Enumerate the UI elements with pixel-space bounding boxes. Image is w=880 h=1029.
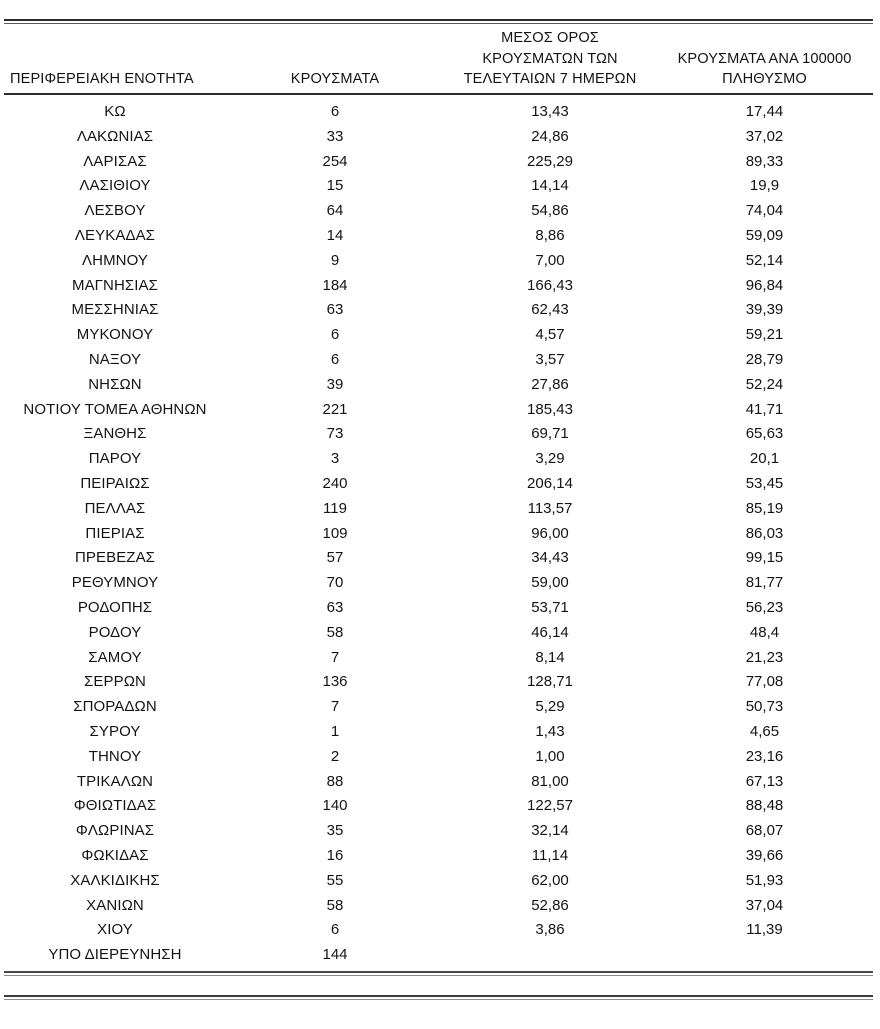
cell-cases-per-100000: 65,63 [745, 425, 784, 443]
cell-seven-day-average: 4,57 [535, 326, 565, 344]
table-row [4, 546, 873, 571]
cell-seven-day-average: 128,71 [527, 673, 573, 691]
cases-by-regional-unit-table [4, 28, 873, 967]
column-header-cases-per-100000 [656, 28, 873, 94]
table-row [4, 793, 873, 818]
table-row [4, 917, 873, 942]
bottom-border-rule-lower-shadow [4, 999, 873, 1000]
cell-cases: 240 [322, 475, 348, 492]
cell-region: ΛΕΣΒΟΥ [84, 202, 146, 220]
table-row [4, 769, 873, 794]
cell-seven-day-average: 206,14 [527, 475, 573, 492]
cell-region: ΣΕΡΡΩΝ [84, 673, 146, 691]
cell-cases: 2 [330, 747, 340, 765]
cell-seven-day-average: 59,00 [531, 574, 569, 592]
cell-cases-per-100000: 99,15 [745, 549, 784, 567]
cell-region: ΛΑΣΙΘΙΟΥ [79, 177, 151, 195]
bottom-border-rule-upper-shadow [4, 975, 873, 976]
cell-region: ΧΙΟΥ [97, 921, 133, 939]
table-row [4, 94, 873, 124]
cell-cases: 184 [322, 276, 348, 294]
cell-cases: 6 [330, 351, 340, 369]
cell-cases-per-100000: 86,03 [745, 524, 784, 542]
cell-region: ΧΑΛΚΙΔΙΚΗΣ [70, 871, 160, 889]
table-row [4, 372, 873, 397]
cell-cases: 1 [330, 722, 340, 740]
table-row [4, 174, 873, 199]
table-row [4, 422, 873, 447]
cell-region: ΣΠΟΡΑΔΩΝ [73, 698, 157, 716]
cell-cases: 64 [326, 202, 344, 220]
cell-seven-day-average [444, 942, 656, 967]
cell-seven-day-average: 3,29 [535, 450, 565, 468]
cell-cases-per-100000: 28,79 [745, 351, 784, 369]
cell-seven-day-average: 54,86 [531, 202, 569, 220]
cell-cases-per-100000: 96,84 [745, 276, 784, 294]
cell-cases-per-100000: 89,33 [745, 152, 784, 170]
cell-cases-per-100000: 52,14 [745, 251, 784, 269]
column-header-cases-per-100000-line2: ΠΛΗΘΥΣΜΟ [722, 71, 807, 88]
cell-region: ΞΑΝΘΗΣ [83, 425, 147, 443]
cell-region: ΚΩ [104, 103, 126, 121]
cell-seven-day-average: 34,43 [531, 549, 569, 567]
cell-cases-per-100000: 17,44 [745, 103, 784, 121]
cell-seven-day-average: 53,71 [531, 598, 569, 616]
cell-seven-day-average: 69,71 [531, 425, 569, 443]
table-header [4, 28, 873, 94]
cell-seven-day-average: 8,14 [535, 648, 565, 666]
table-row [4, 521, 873, 546]
column-header-cases-per-100000-line1: ΚΡΟΥΣΜΑΤΑ ΑΝΑ 100000 [677, 50, 852, 67]
cell-seven-day-average: 1,43 [535, 722, 565, 740]
cell-cases-per-100000: 50,73 [745, 698, 784, 716]
cell-cases: 39 [326, 375, 344, 393]
cell-region: ΡΟΔΟΠΗΣ [77, 598, 153, 616]
cell-seven-day-average: 11,14 [531, 846, 569, 864]
cell-cases: 15 [326, 177, 344, 195]
cell-cases-per-100000: 59,09 [745, 227, 784, 245]
cell-cases-per-100000: 37,02 [745, 127, 784, 145]
cell-seven-day-average: 225,29 [527, 152, 573, 170]
cell-cases-per-100000: 85,19 [745, 499, 784, 517]
table-row [4, 942, 873, 967]
cell-region: ΤΗΝΟΥ [88, 747, 142, 765]
cell-cases-per-100000: 20,1 [749, 450, 780, 468]
cell-seven-day-average: 5,29 [535, 698, 565, 716]
cell-region: ΛΑΡΙΣΑΣ [83, 152, 147, 170]
table-row [4, 496, 873, 521]
cell-cases: 73 [326, 425, 344, 443]
cell-region: ΣΥΡΟΥ [89, 722, 141, 740]
table-row [4, 347, 873, 372]
cell-region: ΣΑΜΟΥ [88, 648, 142, 666]
cell-region: ΠΕΙΡΑΙΩΣ [80, 475, 150, 492]
cell-region: ΠΙΕΡΙΑΣ [85, 524, 145, 542]
cell-seven-day-average: 3,86 [535, 921, 565, 939]
cell-cases: 58 [326, 623, 344, 641]
cell-region: ΥΠΟ ΔΙΕΡΕΥΝΗΣΗ [48, 946, 182, 964]
table-row [4, 694, 873, 719]
table-row [4, 124, 873, 149]
cell-cases: 9 [330, 251, 340, 269]
cell-region: ΦΘΙΩΤΙΔΑΣ [73, 797, 157, 815]
cell-seven-day-average: 1,00 [535, 747, 565, 765]
cell-seven-day-average: 32,14 [531, 822, 569, 840]
cell-seven-day-average: 52,86 [531, 896, 569, 914]
cell-region: ΡΟΔΟΥ [88, 623, 142, 641]
cell-seven-day-average: 7,00 [535, 251, 565, 269]
cell-seven-day-average: 3,57 [535, 351, 565, 369]
cell-cases: 55 [326, 871, 344, 889]
cell-region: ΜΑΓΝΗΣΙΑΣ [71, 276, 159, 294]
table-row [4, 223, 873, 248]
cell-cases: 144 [322, 946, 348, 964]
column-header-region: ΠΕΡΙΦΕΡΕΙΑΚΗ ΕΝΟΤΗΤΑ [4, 28, 226, 94]
cell-cases: 221 [322, 400, 348, 418]
cell-cases: 6 [330, 326, 340, 344]
cell-seven-day-average: 122,57 [527, 797, 573, 815]
cell-seven-day-average: 113,57 [527, 499, 573, 517]
cell-cases: 58 [326, 896, 344, 914]
top-border-rule-inner [4, 23, 873, 24]
table-row [4, 645, 873, 670]
cell-cases: 63 [326, 598, 344, 616]
table-row [4, 198, 873, 223]
cell-seven-day-average: 96,00 [531, 524, 569, 542]
cell-region: ΛΕΥΚΑΔΑΣ [74, 227, 156, 245]
table-row [4, 298, 873, 323]
cell-cases: 3 [330, 450, 340, 468]
table-row [4, 719, 873, 744]
cell-cases-per-100000: 88,48 [745, 797, 784, 815]
cell-region: ΡΕΘΥΜΝΟΥ [71, 574, 159, 592]
table-row [4, 893, 873, 918]
cell-cases: 6 [330, 921, 340, 939]
cell-region: ΝΟΤΙΟΥ ΤΟΜΕΑ ΑΘΗΝΩΝ [23, 400, 207, 418]
cell-cases: 16 [326, 846, 344, 864]
cell-cases: 33 [326, 127, 344, 145]
bottom-border-rule-lower [4, 995, 873, 997]
cell-cases-per-100000: 39,66 [745, 846, 784, 864]
cell-cases-per-100000: 53,45 [745, 475, 784, 492]
cell-region: ΤΡΙΚΑΛΩΝ [76, 772, 154, 790]
table-row [4, 744, 873, 769]
cell-cases-per-100000: 74,04 [745, 202, 784, 220]
cell-seven-day-average: 8,86 [535, 227, 565, 245]
cell-seven-day-average: 14,14 [531, 177, 569, 195]
table-row [4, 620, 873, 645]
table-row [4, 322, 873, 347]
cell-cases-per-100000: 37,04 [745, 896, 784, 914]
cell-region: ΠΕΛΛΑΣ [84, 499, 146, 517]
cell-cases: 14 [326, 227, 344, 245]
cell-cases: 254 [322, 152, 348, 170]
cell-seven-day-average: 13,43 [531, 103, 569, 121]
cell-region: ΜΥΚΟΝΟΥ [76, 326, 154, 344]
cell-cases: 7 [330, 648, 340, 666]
cell-seven-day-average: 62,43 [531, 301, 569, 319]
table-row [4, 471, 873, 496]
cell-seven-day-average: 185,43 [527, 400, 573, 418]
cell-cases-per-100000: 39,39 [745, 301, 784, 319]
column-header-seven-day-average-line1: ΜΕΣΟΣ ΟΡΟΣ [501, 30, 599, 46]
table-row [4, 273, 873, 298]
top-border-rule-outer [4, 19, 873, 21]
cell-cases: 109 [322, 524, 348, 542]
cell-cases-per-100000: 19,9 [749, 177, 780, 195]
cell-region: ΠΑΡΟΥ [88, 450, 142, 468]
cell-region: ΝΑΞΟΥ [88, 351, 142, 369]
cell-cases: 35 [326, 822, 344, 840]
cell-region: ΧΑΝΙΩΝ [86, 896, 144, 914]
cell-cases-per-100000: 48,4 [749, 623, 780, 641]
cell-cases: 136 [322, 673, 348, 691]
cell-cases-per-100000: 41,71 [745, 400, 784, 418]
cell-cases-per-100000: 52,24 [745, 375, 784, 393]
cell-cases-per-100000: 4,65 [749, 722, 780, 740]
table-row [4, 570, 873, 595]
cell-cases: 6 [330, 103, 340, 121]
table-body [4, 94, 873, 967]
cell-region: ΛΑΚΩΝΙΑΣ [76, 127, 154, 145]
cell-cases-per-100000: 11,39 [746, 921, 783, 939]
column-header-seven-day-average [444, 28, 656, 94]
cell-region: ΦΩΚΙΔΑΣ [81, 846, 149, 864]
cell-cases-per-100000: 68,07 [745, 822, 784, 840]
table-row [4, 149, 873, 174]
cell-cases-per-100000: 59,21 [745, 326, 784, 344]
cell-cases: 7 [330, 698, 340, 716]
cell-cases-per-100000: 67,13 [745, 772, 784, 790]
column-header-seven-day-average-line3: ΤΕΛΕΥΤΑΙΩΝ 7 ΗΜΕΡΩΝ [463, 71, 637, 88]
cell-seven-day-average: 62,00 [531, 871, 569, 889]
table-row [4, 248, 873, 273]
cell-cases: 88 [326, 772, 344, 790]
cell-region: ΝΗΣΩΝ [88, 375, 142, 393]
cell-cases-per-100000: 21,23 [745, 648, 784, 666]
table-row [4, 818, 873, 843]
cell-cases-per-100000: 51,93 [745, 871, 784, 889]
column-header-cases: ΚΡΟΥΣΜΑΤΑ [226, 28, 444, 94]
cell-region: ΠΡΕΒΕΖΑΣ [74, 549, 156, 567]
cell-cases: 119 [323, 499, 347, 517]
cell-cases: 57 [326, 549, 344, 567]
cell-seven-day-average: 27,86 [531, 375, 569, 393]
table-row [4, 843, 873, 868]
cell-seven-day-average: 46,14 [531, 623, 569, 641]
cell-region: ΜΕΣΣΗΝΙΑΣ [71, 301, 159, 319]
cell-cases: 140 [322, 797, 348, 815]
column-header-seven-day-average-line2: ΚΡΟΥΣΜΑΤΩΝ ΤΩΝ [482, 50, 618, 67]
cell-cases-per-100000: 23,16 [745, 747, 784, 765]
cell-cases: 63 [326, 301, 344, 319]
table-row [4, 595, 873, 620]
table-header-row [4, 28, 873, 94]
table-row [4, 868, 873, 893]
table-row [4, 446, 873, 471]
cell-cases: 70 [326, 574, 344, 592]
table-row [4, 397, 873, 422]
cell-seven-day-average: 24,86 [531, 127, 569, 145]
cell-seven-day-average: 166,43 [527, 276, 573, 294]
bottom-border-rule-upper [4, 971, 873, 973]
cell-region: ΦΛΩΡΙΝΑΣ [75, 822, 155, 840]
table-row [4, 669, 873, 694]
cell-cases-per-100000: 77,08 [745, 673, 784, 691]
cell-seven-day-average: 81,00 [531, 772, 569, 790]
cell-cases-per-100000 [656, 942, 873, 967]
cell-cases-per-100000: 81,77 [745, 574, 784, 592]
cell-cases-per-100000: 56,23 [745, 598, 784, 616]
cell-region: ΛΗΜΝΟΥ [82, 251, 148, 269]
